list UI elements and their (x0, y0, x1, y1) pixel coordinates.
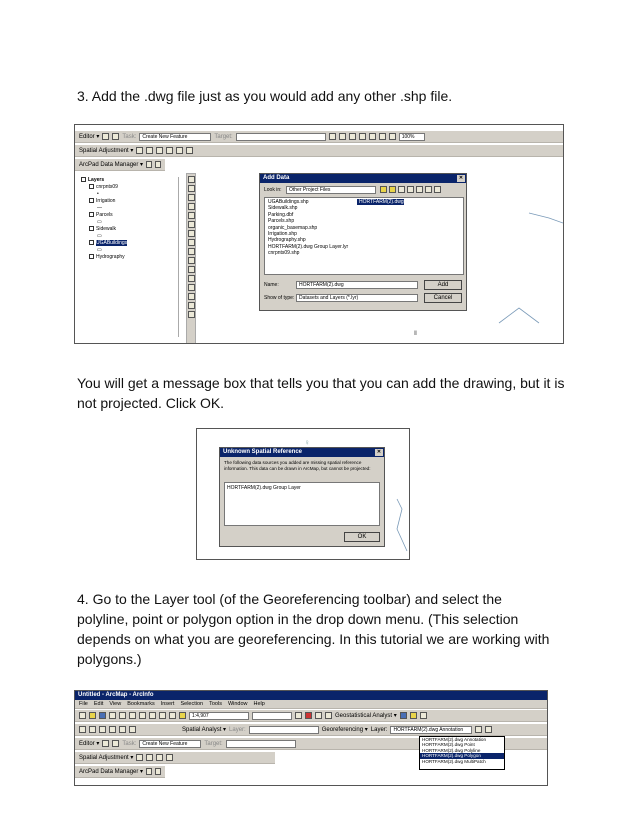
blank-combo[interactable] (252, 712, 292, 720)
task-label: Task: (122, 133, 137, 140)
shift-icon[interactable] (485, 726, 492, 733)
target-label: Target: (214, 133, 233, 140)
layer-option-selected[interactable]: HORTFARM(2).dwg Polygon (420, 753, 504, 758)
look-in-label: Look in: (264, 187, 282, 193)
toc-layer[interactable]: cnrpnts09 (79, 184, 178, 191)
find-icon[interactable] (188, 275, 195, 282)
layout-icon[interactable] (389, 133, 396, 140)
preview-icon[interactable] (186, 147, 193, 154)
menu-bookmarks[interactable]: Bookmarks (127, 701, 155, 707)
adjust-icon[interactable] (166, 754, 173, 761)
tools-toolbar (186, 173, 196, 344)
list-view-icon[interactable] (416, 186, 423, 193)
fixed-zoom-out-icon[interactable] (188, 203, 195, 210)
swipe-icon[interactable] (188, 302, 195, 309)
menu-edit[interactable]: Edit (93, 701, 104, 707)
task-combo[interactable]: Create New Feature (139, 740, 201, 748)
screenshot-georeferencing (74, 690, 548, 786)
file-item[interactable]: Irrigation.shp (268, 231, 297, 238)
save-icon[interactable] (99, 712, 106, 719)
measure-icon[interactable] (188, 284, 195, 291)
check-in-icon[interactable] (155, 768, 161, 775)
file-item[interactable]: cnrpnts09.shp (268, 250, 300, 257)
selected-file[interactable]: HORTFARM(2).dwg (359, 199, 404, 205)
new-icon[interactable] (79, 712, 86, 719)
select-elements-icon[interactable] (136, 147, 143, 154)
adjust-icon[interactable] (176, 147, 183, 154)
copy-icon[interactable] (129, 712, 136, 719)
redo-icon[interactable] (169, 712, 176, 719)
message-box-text: You will get a message box that tells you that you can add the drawing, but it is not projected. Click OK. (77, 375, 565, 411)
select-elements-icon[interactable] (188, 257, 195, 264)
type-combo[interactable]: Datasets and Layers (*.lyr) (296, 294, 418, 302)
file-item[interactable]: Sidewalk.shp (268, 205, 298, 212)
target-combo[interactable] (226, 740, 296, 748)
add-data-icon[interactable] (179, 712, 186, 719)
menu-tools[interactable]: Tools (209, 701, 222, 707)
modify-link-icon[interactable] (156, 147, 163, 154)
missing-sources-list (224, 482, 380, 526)
connect-folder-icon[interactable] (398, 186, 405, 193)
file-item[interactable]: Parking.dbf (268, 211, 294, 218)
edit-tool-icon[interactable] (102, 133, 109, 140)
fixed-zoom-in-icon[interactable] (188, 194, 195, 201)
link-table-icon[interactable] (166, 147, 173, 154)
svg-text:Ⅱ: Ⅱ (414, 331, 417, 337)
zoom-in-icon[interactable] (188, 176, 195, 183)
file-item[interactable]: organic_basemap.shp (268, 224, 318, 231)
name-field[interactable]: HORTFARM(2).dwg (296, 281, 418, 289)
disconnect-icon[interactable] (407, 186, 414, 193)
standard-toolbar (75, 710, 547, 722)
pencil-icon[interactable] (112, 133, 119, 140)
help-icon[interactable] (325, 712, 332, 719)
pan-icon[interactable] (188, 212, 195, 219)
spatial-adjustment-toolbar-2 (75, 752, 275, 764)
type-label: Show of type: (264, 295, 295, 301)
file-item[interactable]: Parcels.shp (268, 218, 295, 225)
tool-f-icon[interactable] (129, 726, 136, 733)
check-in-icon[interactable] (155, 161, 161, 168)
layer-dropdown-list (419, 736, 505, 770)
new-link-icon[interactable] (146, 754, 153, 761)
link-table-icon[interactable] (156, 754, 163, 761)
spatial-adjustment-toolbar (75, 145, 563, 157)
spatial-analyst-layer-combo[interactable] (249, 726, 319, 734)
cancel-button[interactable]: Cancel (424, 293, 462, 303)
menu-bar (75, 700, 547, 709)
up-folder-icon[interactable] (380, 186, 387, 193)
add-button[interactable]: Add (424, 280, 462, 290)
pencil-icon[interactable] (112, 740, 119, 747)
close-icon[interactable]: ✕ (458, 175, 464, 181)
menu-file[interactable]: File (79, 701, 88, 707)
layer-option[interactable]: HORTFARM(2).dwg MultiPatch (422, 758, 486, 764)
fill-color-icon[interactable] (410, 712, 417, 719)
file-item[interactable]: HORTFARM(2).dwg Group Layer.lyr (268, 243, 349, 250)
print-icon[interactable] (109, 712, 116, 719)
menu-window[interactable]: Window (227, 701, 248, 707)
screenshot-add-data (74, 124, 564, 344)
layer-option[interactable]: HORTFARM(2).dwg Point (422, 742, 475, 748)
arcpad-menu[interactable]: ArcPad Data Manager ▾ (79, 162, 144, 168)
hyperlink-icon[interactable] (188, 293, 195, 300)
toc-layer[interactable]: Sidewalk (79, 226, 178, 233)
toc-layer[interactable]: Hydrography (79, 254, 178, 261)
scale-combo[interactable]: 1:4,907 (189, 712, 249, 720)
forward-icon[interactable] (188, 239, 195, 246)
task-combo[interactable]: Create New Feature (139, 133, 211, 141)
tool-b-icon[interactable] (89, 726, 96, 733)
look-in-combo[interactable]: Other Project Files (286, 186, 376, 194)
attributes-icon[interactable] (359, 133, 366, 140)
full-extent-icon[interactable] (188, 221, 195, 228)
menu-insert[interactable]: Insert (160, 701, 175, 707)
split-icon[interactable] (339, 133, 346, 140)
tool-e-icon[interactable] (119, 726, 126, 733)
file-item[interactable]: Hydrography.shp (268, 237, 306, 244)
svg-text:♀: ♀ (304, 438, 310, 447)
arcpad-toolbar-2 (75, 766, 165, 778)
missing-source-item: HORTFARM(2).dwg Group Layer (227, 485, 301, 491)
rotate-icon[interactable] (475, 726, 482, 733)
spatial-adjustment-menu[interactable]: Spatial Adjustment ▾ (79, 148, 134, 154)
georef-layer-label: Layer: (370, 726, 388, 733)
arcpad-menu[interactable]: ArcPad Data Manager ▾ (79, 769, 144, 775)
layer-option[interactable]: HORTFARM(2).dwg Polyline (422, 747, 481, 753)
arctoolbox-icon[interactable] (305, 712, 312, 719)
spatial-analyst-menu[interactable]: Spatial Analyst ▾ (182, 727, 227, 733)
menu-view[interactable]: View (109, 701, 122, 707)
add-data-dialog (259, 173, 467, 311)
identify-icon[interactable] (188, 266, 195, 273)
screenshot-unknown-spatial-reference (196, 428, 410, 560)
step-4-text: 4. Go to the Layer tool (of the Georeferencing toolbar) and select the polyline, point or polygon option in the drop down menu. (This selection depends on what you are georeferencing. In this tutorial we are working with polygons.) (77, 591, 550, 667)
cut-icon[interactable] (119, 712, 126, 719)
line-color-icon[interactable] (400, 712, 407, 719)
command-line-icon[interactable] (315, 712, 322, 719)
dialog-message: The following data sources you added are missing spatial reference information. This data can be drawn in ArcMap, but cannot be projected: (224, 460, 371, 471)
zoom-out-icon[interactable] (188, 185, 195, 192)
zoom-combo[interactable]: 100% (399, 133, 425, 141)
details-view-icon[interactable] (425, 186, 432, 193)
spatial-adjustment-menu[interactable]: Spatial Adjustment ▾ (79, 755, 134, 761)
dialog-title: Unknown Spatial Reference (223, 449, 303, 455)
layer-label-a: Layer: (229, 726, 246, 733)
get-data-icon[interactable] (146, 768, 152, 775)
editor-menu[interactable]: Editor ▾ (79, 134, 100, 140)
sketch-icon[interactable] (329, 133, 336, 140)
tool-c-icon[interactable] (99, 726, 106, 733)
menu-help[interactable]: Help (253, 701, 265, 707)
flicker-icon[interactable] (188, 311, 195, 318)
file-item[interactable]: UGABuildings.shp (268, 199, 309, 205)
step-3-text: 3. Add the .dwg file just as you would add any other .shp file. (77, 88, 453, 104)
toc-layer[interactable]: UGABuildings (79, 240, 178, 247)
georeferencing-menu[interactable]: Georeferencing ▾ (321, 727, 368, 733)
rotate-icon[interactable] (349, 133, 356, 140)
close-icon[interactable]: ✕ (376, 449, 382, 455)
file-list (264, 197, 464, 275)
geostatistical-analyst-menu[interactable]: Geostatistical Analyst ▾ (335, 713, 397, 719)
topology-icon[interactable] (379, 133, 386, 140)
task-label: Task: (122, 740, 137, 747)
analysis-toolbar (75, 724, 547, 736)
tool-d-icon[interactable] (109, 726, 116, 733)
georef-layer-combo[interactable]: HORTFARM(2).dwg Annotation (390, 726, 472, 734)
home-icon[interactable] (389, 186, 396, 193)
spatial-reference-dialog (219, 447, 385, 547)
editor-menu[interactable]: Editor ▾ (79, 741, 100, 747)
tool-a-icon[interactable] (79, 726, 86, 733)
delete-icon[interactable] (149, 712, 156, 719)
menu-selection[interactable]: Selection (180, 701, 204, 707)
layers-title: Layers (88, 177, 105, 183)
new-link-icon[interactable] (146, 147, 153, 154)
paste-icon[interactable] (139, 712, 146, 719)
edit-tool-icon[interactable] (102, 740, 109, 747)
editor-toolbar (75, 131, 563, 143)
arcpad-toolbar (75, 159, 165, 171)
select-features-icon[interactable] (188, 248, 195, 255)
font-color-icon[interactable] (420, 712, 427, 719)
select-elements-icon[interactable] (136, 754, 143, 761)
dialog-title: Add Data (263, 175, 290, 181)
editor-toolbar-icon[interactable] (295, 712, 302, 719)
name-label: Name: (264, 282, 279, 288)
target-label: Target: (204, 740, 223, 747)
back-icon[interactable] (188, 230, 195, 237)
sketch-properties-icon[interactable] (369, 133, 376, 140)
get-data-icon[interactable] (146, 161, 152, 168)
toc-layer[interactable]: Parcels (79, 212, 178, 219)
open-icon[interactable] (89, 712, 96, 719)
undo-icon[interactable] (159, 712, 166, 719)
thumbnails-icon[interactable] (434, 186, 441, 193)
table-of-contents: Layers cnrpnts09 • Irrigation — Parcels ▭ Sidewalk ▭ UGABuildings ▭ Hydrography (79, 177, 179, 337)
target-combo[interactable] (236, 133, 326, 141)
layer-option[interactable]: HORTFARM(2).dwg Annotation (422, 737, 486, 742)
window-titlebar: Untitled - ArcMap - ArcInfo (75, 691, 547, 700)
ok-button[interactable]: OK (344, 532, 380, 542)
toc-layer[interactable]: Irrigation (79, 198, 178, 205)
